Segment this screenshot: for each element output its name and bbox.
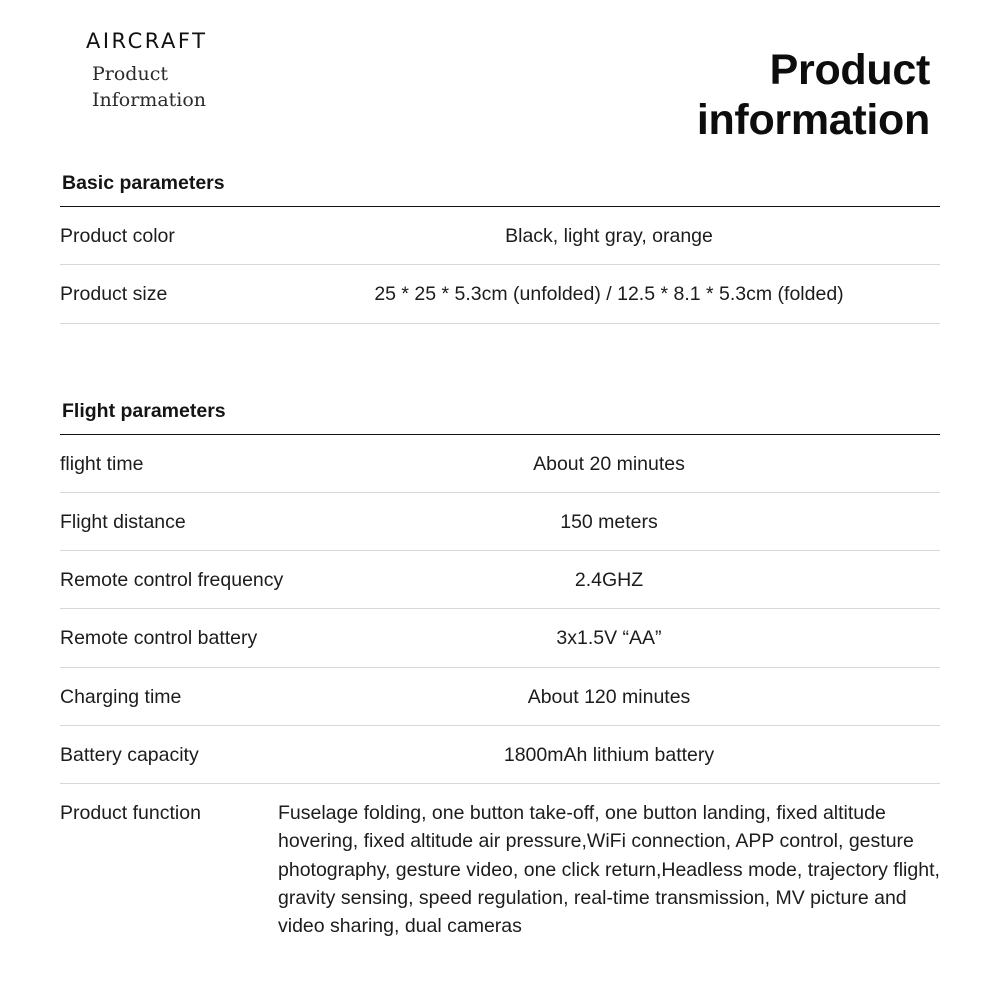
page-title-line-1: Product xyxy=(769,46,930,94)
page-title xyxy=(500,46,930,146)
table-row xyxy=(60,265,940,323)
row-label: Product function xyxy=(60,802,201,825)
row-value: Fuselage folding, one button take-off, one button landing, fixed altitude hovering, fixed altitude air pressure,WiFi connection, APP control, gesture photography, gesture video, one click return,Headless mode, trajectory flight, gravity sensing, speed regulation, real-time transmission, MV picture and video sharing, dual cameras xyxy=(278,802,940,938)
table-row xyxy=(60,551,940,609)
page-title-line-2: information xyxy=(696,95,930,144)
row-label: flight time xyxy=(60,452,144,475)
table-row xyxy=(60,784,940,955)
row-label: Product size xyxy=(60,283,168,306)
page-header xyxy=(0,0,1000,150)
basic-parameters-table xyxy=(60,207,940,324)
row-value: 3x1.5V “AA” xyxy=(556,627,662,650)
row-label: Remote control frequency xyxy=(60,569,284,592)
row-value: 1800mAh lithium battery xyxy=(503,743,715,766)
brand-subtitle-line-1: Product xyxy=(92,63,168,86)
table-row xyxy=(60,609,940,667)
section-flight-parameters xyxy=(60,400,940,955)
row-label: Charging time xyxy=(60,685,182,708)
section-basic-parameters xyxy=(60,172,940,324)
row-value: About 120 minutes xyxy=(527,685,691,708)
row-label: Battery capacity xyxy=(60,743,199,766)
row-value: 25 * 25 * 5.3cm (unfolded) / 12.5 * 8.1 * 5.3cm (folded) xyxy=(374,283,844,306)
table-row xyxy=(60,492,940,550)
table-row xyxy=(60,435,940,493)
row-value: About 20 minutes xyxy=(533,452,685,475)
flight-parameters-table xyxy=(60,435,940,955)
brand-block xyxy=(86,30,207,113)
brand-name: AIRCRAFT xyxy=(86,29,208,53)
table-row xyxy=(60,207,940,265)
row-label: Flight distance xyxy=(60,510,186,533)
table-row xyxy=(60,667,940,725)
brand-subtitle xyxy=(92,62,207,113)
section-title-basic: Basic parameters xyxy=(60,172,940,207)
row-label: Remote control battery xyxy=(60,627,258,650)
section-title-flight: Flight parameters xyxy=(60,400,940,435)
row-value: 150 meters xyxy=(560,510,658,533)
row-label: Product color xyxy=(60,225,175,247)
table-row xyxy=(60,725,940,783)
row-value: 2.4GHZ xyxy=(574,569,644,592)
row-value: Black, light gray, orange xyxy=(505,225,713,247)
brand-subtitle-line-2: Information xyxy=(92,88,207,111)
